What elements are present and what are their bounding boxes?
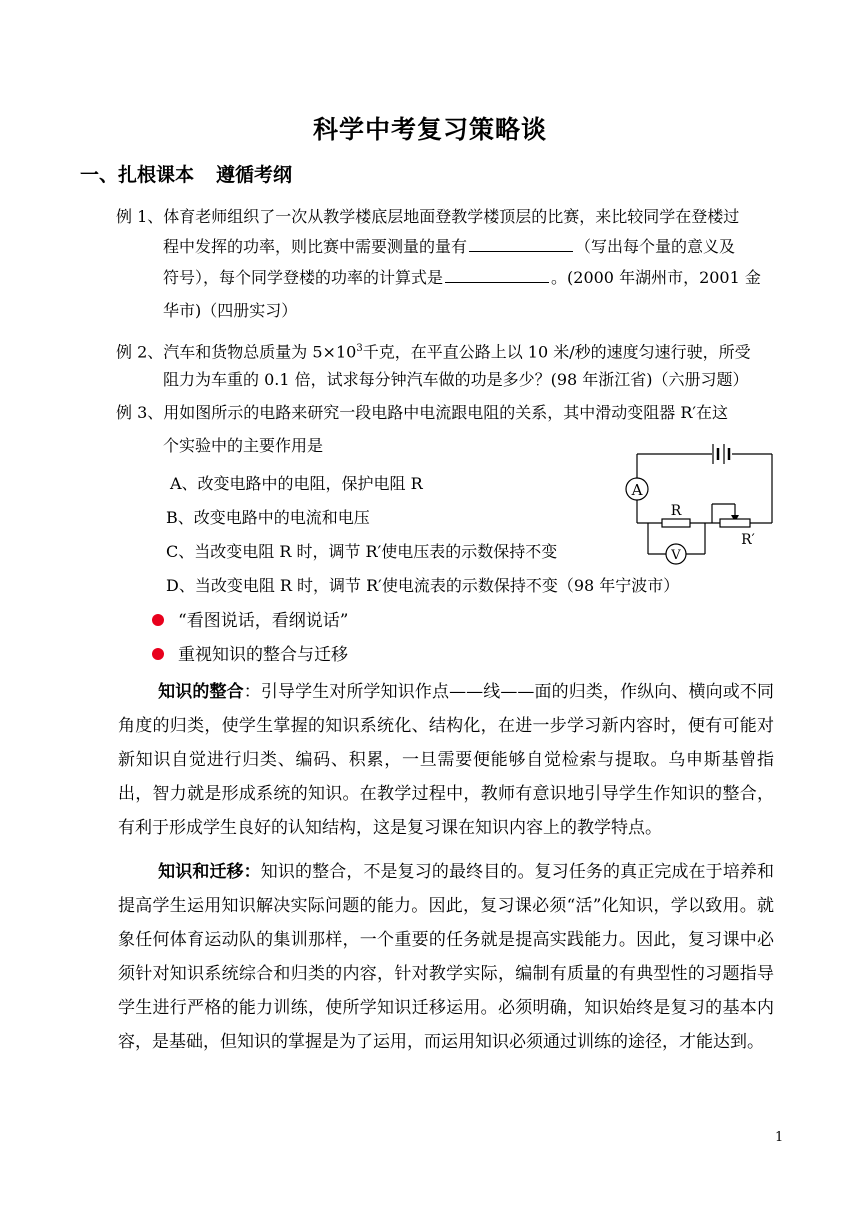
option-c: C、当改变电阻 R 时，调节 R′使电压表的示数保持不变 xyxy=(166,542,558,561)
paragraph-text: 知识的整合，不是复习的最终目的。复习任务的真正完成在于培养和提高学生运用知识解决实际问题的能力。因此，复习课必须“活”化知识，学以致用。就象任何体育运动队的集训那样，一个重要的任务就是提高实践能力。因此，复习课中必须针对知识系统综合和归类的内容，针对教学实际，编制有质量的有典型性的习题指导学生进行严格的能力训练，使所学知识迁移运用。必须明确，知识始终是复习的基本内容，是基础，但知识的掌握是为了运用，而运用知识必须通过训练的途径，才能达到。 xyxy=(118,862,775,1052)
section-number: 一、 xyxy=(80,164,119,186)
ex1-line3-text-b: 。(2000 年湖州市，2001 金 xyxy=(551,268,761,287)
ex1-line2 xyxy=(163,232,735,262)
rheostat-r-prime xyxy=(720,519,750,527)
rheostat-label: R′ xyxy=(741,532,755,548)
ammeter-label: A xyxy=(631,481,643,499)
option-a: A、改变电路中的电阻，保护电阻 R xyxy=(170,474,423,493)
page-title: 科学中考复习策略谈 xyxy=(312,115,547,144)
section-title-part1: 扎根课本 xyxy=(118,164,195,186)
ex1-line2-text: 程中发挥的功率，则比赛中需要测量的量有 xyxy=(163,237,468,256)
answer-blank-2[interactable] xyxy=(445,264,549,283)
bullet-item-2 xyxy=(152,640,348,665)
red-bullet-icon xyxy=(152,648,164,660)
ex2-line2: 阻力为车重的 0.1 倍，试求每分钟汽车做的功是多少？(98 年浙江省)（六册习题） xyxy=(163,370,749,389)
ex1-line3-text: 符号），每个同学登楼的功率的计算式是 xyxy=(163,268,444,287)
bullet-text-2: 重视知识的整合与迁移 xyxy=(178,645,348,665)
ex2-line1 xyxy=(116,334,751,367)
page-number: 1 xyxy=(775,1130,784,1145)
battery-icon xyxy=(713,444,729,464)
bullet-text-1: “看图说话，看纲说话” xyxy=(178,611,349,631)
paragraph-integration xyxy=(118,675,774,845)
resistor-label: R xyxy=(670,503,682,519)
resistor-r xyxy=(662,519,690,527)
paragraph-label: 知识和迁移： xyxy=(158,862,261,882)
ex1-line3 xyxy=(163,263,761,293)
ex2-line1-text: 例 2、汽车和货物总质量为 5×10 xyxy=(116,342,357,362)
paragraph-text: ：引导学生对所学知识作点——线——面的归类，作纵向、横向或不同角度的归类，使学生掌握的知识系统化、结构化，在进一步学习新内容时，便有可能对新知识自觉进行归类、编码、积累，一旦需要便能够自觉检索与提取。乌申斯基曾指出，智力就是形成系统的知识。在教学过程中，教师有意识地引导学生作知识的整合，有利于形成学生良好的认知结构，这是复习课在知识内容上的教学特点。 xyxy=(118,682,775,838)
ex2-exponent: 3 xyxy=(356,343,363,354)
section-title-part2: 遵循考纲 xyxy=(216,164,293,186)
ex2-line1-text-b: 千克，在平直公路上以 10 米/秒的速度匀速行驶，所受 xyxy=(362,342,751,362)
option-d: D、当改变电阻 R 时，调节 R′使电流表的示数保持不变（98 年宁波市） xyxy=(166,576,680,595)
ex1-line4: 华市)（四册实习） xyxy=(163,301,298,320)
answer-blank-1[interactable] xyxy=(469,233,573,252)
voltmeter-label: V xyxy=(671,548,681,563)
ex3-line2: 个实验中的主要作用是 xyxy=(163,436,324,455)
ex1-line1: 例 1、体育老师组织了一次从教学楼底层地面登教学楼顶层的比赛，来比较同学在登楼过 xyxy=(116,207,740,226)
bullet-item-1 xyxy=(152,606,348,631)
ex1-line2-text-b: （写出每个量的意义及 xyxy=(575,237,736,256)
red-bullet-icon xyxy=(152,614,164,626)
paragraph-label: 知识的整合 xyxy=(158,682,244,702)
section-heading xyxy=(80,160,292,187)
ex3-line1: 例 3、用如图所示的电路来研究一段电路中电流跟电阻的关系，其中滑动变阻器 R′在这 xyxy=(116,403,729,422)
paragraph-transfer xyxy=(118,855,774,1059)
circuit-diagram xyxy=(620,438,780,568)
option-b: B、改变电路中的电流和电压 xyxy=(166,508,370,527)
